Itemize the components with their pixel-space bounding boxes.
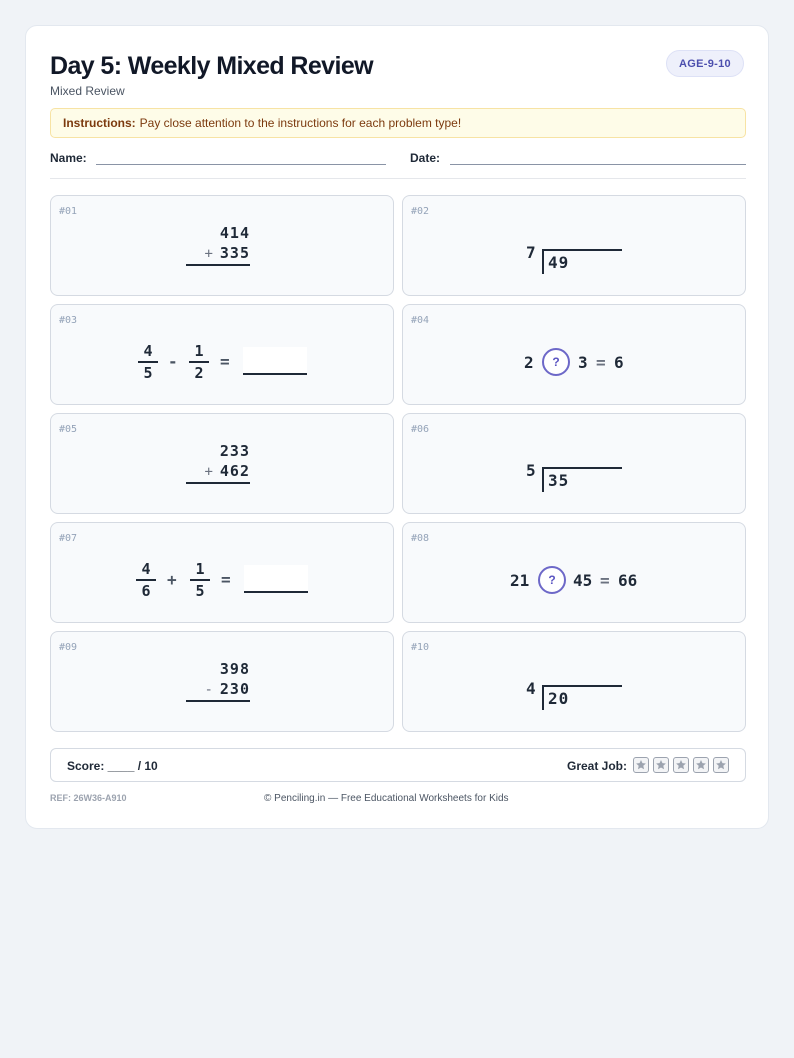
answer-blank[interactable] [243, 347, 307, 375]
top-operand: 414 [219, 224, 250, 242]
star-icon[interactable] [713, 757, 729, 773]
page-title: Day 5: Weekly Mixed Review [50, 52, 373, 80]
operand-a: 21 [510, 571, 530, 590]
bottom-operand: 230 [219, 680, 250, 698]
problem-card-1 [50, 195, 394, 296]
operand-b: 3 [578, 353, 588, 372]
star-icon[interactable] [693, 757, 709, 773]
date-field[interactable] [450, 164, 746, 165]
operator: + [204, 464, 214, 480]
vertical-addition [186, 223, 250, 266]
name-field[interactable] [96, 164, 386, 165]
answer-rule [186, 264, 250, 266]
dividend: 20 [548, 689, 570, 708]
result: 66 [618, 571, 638, 590]
answer-rule [186, 700, 250, 702]
problem-card-5 [50, 413, 394, 514]
problem-card-4 [402, 304, 746, 405]
instructions-label: Instructions: [63, 116, 136, 130]
problem-card-6 [402, 413, 746, 514]
reference-code: REF: 26W36-A910 [50, 793, 127, 803]
problem-number: #03 [59, 315, 78, 326]
vertical-subtraction [186, 659, 250, 702]
operator: - [204, 682, 214, 698]
problem-card-8 [402, 522, 746, 623]
equals-sign: = [221, 570, 231, 589]
age-badge: AGE-9-10 [666, 50, 744, 77]
operator: + [204, 246, 214, 262]
instructions-text: Pay close attention to the instructions for each problem type! [139, 116, 462, 130]
numerator: 1 [194, 342, 204, 360]
problem-number: #06 [411, 424, 430, 435]
problem-card-2 [402, 195, 746, 296]
copyright-footer: © Penciling.in — Free Educational Worksheets for Kids [264, 793, 509, 804]
missing-operator-circle[interactable]: ? [538, 566, 566, 594]
star-icon[interactable] [653, 757, 669, 773]
vertical-addition [186, 441, 250, 484]
divisor: 7 [526, 243, 536, 262]
problem-number: #04 [411, 315, 430, 326]
fraction-1 [135, 561, 157, 599]
great-job-label: Great Job: [566, 759, 627, 773]
problem-card-9 [50, 631, 394, 732]
divider [50, 178, 746, 179]
operator: + [167, 570, 177, 589]
problem-number: #07 [59, 533, 78, 544]
answer-rule [186, 482, 250, 484]
denominator: 5 [195, 582, 205, 600]
dividend: 35 [548, 471, 570, 490]
operand-a: 2 [524, 353, 534, 372]
top-operand: 233 [219, 442, 250, 460]
equals-sign: = [596, 353, 606, 372]
fraction-2 [189, 561, 211, 599]
numerator: 4 [141, 560, 151, 578]
star-icon[interactable] [673, 757, 689, 773]
bottom-operand: 462 [219, 462, 250, 480]
worksheet [25, 25, 769, 829]
divisor: 5 [526, 461, 536, 480]
page-subtitle: Mixed Review [50, 84, 125, 98]
denominator: 5 [143, 364, 153, 382]
dividend: 49 [548, 253, 570, 272]
result: 6 [614, 353, 624, 372]
problem-number: #08 [411, 533, 430, 544]
divisor: 4 [526, 679, 536, 698]
operator: - [168, 352, 178, 371]
equals-sign: = [600, 571, 610, 590]
problem-card-3 [50, 304, 394, 405]
star-icon[interactable] [633, 757, 649, 773]
numerator: 4 [143, 342, 153, 360]
problem-card-7 [50, 522, 394, 623]
problem-card-10 [402, 631, 746, 732]
bottom-operand: 335 [219, 244, 250, 262]
name-label: Name: [50, 151, 87, 165]
numerator: 1 [195, 560, 205, 578]
denominator: 2 [194, 364, 204, 382]
problem-number: #10 [411, 642, 430, 653]
problem-number: #01 [59, 206, 78, 217]
instructions-box [50, 108, 746, 138]
fraction-2 [188, 343, 210, 381]
star-rating [633, 757, 729, 773]
denominator: 6 [141, 582, 151, 600]
date-label: Date: [410, 151, 441, 165]
problem-number: #05 [59, 424, 78, 435]
problem-number: #09 [59, 642, 78, 653]
top-operand: 398 [219, 660, 250, 678]
operand-b: 45 [573, 571, 593, 590]
score-bar [50, 748, 746, 782]
score-label: Score: ____ / 10 [67, 759, 158, 773]
problem-number: #02 [411, 206, 430, 217]
missing-operator-circle[interactable]: ? [542, 348, 570, 376]
answer-blank[interactable] [244, 565, 308, 593]
fraction-1 [137, 343, 159, 381]
equals-sign: = [220, 352, 230, 371]
